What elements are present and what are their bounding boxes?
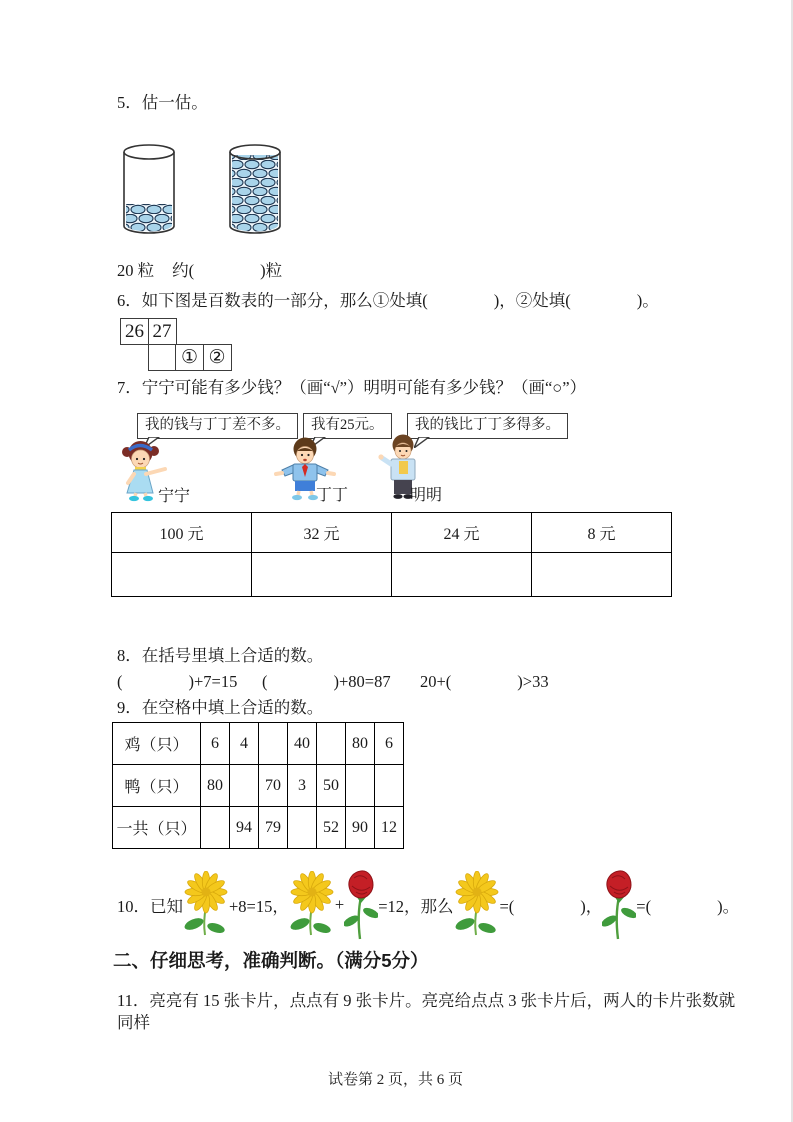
bubble-text: 我有25元。 [311, 417, 384, 433]
q10-text: + [334, 895, 345, 914]
q8-equation-1: ( )+7=15 [117, 672, 238, 691]
cell [317, 723, 346, 765]
cell [288, 807, 317, 849]
money-header: 32 元 [252, 513, 392, 553]
grid-cell-circ1: ① [175, 344, 204, 371]
money-options-table [111, 512, 672, 597]
kid-name-mingming: 明明 [410, 487, 443, 504]
bead-jars-graphic [122, 142, 284, 242]
chrysanthemum-icon [454, 871, 500, 939]
bubble-text: 我的钱与丁丁差不多。 [145, 417, 290, 433]
cell [201, 807, 230, 849]
hundred-chart-fragment [120, 318, 270, 374]
money-header: 8 元 [532, 513, 672, 553]
jar-left [124, 145, 174, 233]
cell: 79 [259, 807, 288, 849]
q8-equation-2: ( )+80=87 [262, 672, 391, 691]
kid-name-dingding: 丁丁 [316, 487, 349, 504]
cell: 40 [288, 723, 317, 765]
answer-cell [392, 553, 532, 597]
q10-text: +8=15， [229, 897, 289, 916]
cell: 52 [317, 807, 346, 849]
rose-icon [602, 869, 636, 941]
q8-equation-3: 20+( )>33 [420, 672, 549, 691]
cell [375, 765, 404, 807]
grid-cell-blank [148, 344, 177, 371]
chrysanthemum-icon [289, 871, 335, 939]
jar-right [230, 145, 280, 233]
q7-label: 7．宁宁可能有多少钱？（画“√”）明明可能有多少钱？（画“○”） [117, 378, 587, 397]
money-header: 24 元 [392, 513, 532, 553]
cell: 50 [317, 765, 346, 807]
q5-caption [117, 257, 282, 281]
cell: 94 [230, 807, 259, 849]
table-row [113, 765, 404, 807]
cell: 6 [201, 723, 230, 765]
row-label: 鸡（只） [113, 723, 201, 765]
q5-approx-blank: 约( )粒 [172, 261, 283, 280]
cell: 12 [375, 807, 404, 849]
cell: 70 [259, 765, 288, 807]
cell [259, 723, 288, 765]
chrysanthemum-icon [183, 871, 229, 939]
q10-text: =( )。 [636, 897, 740, 916]
rose-icon [344, 869, 378, 941]
money-header: 100 元 [112, 513, 252, 553]
kid-name-ningning: 宁宁 [158, 488, 191, 505]
q6-label: 6．如下图是百数表的一部分，那么①处填( )，②处填( )。 [117, 291, 659, 310]
cell: 80 [201, 765, 230, 807]
q9-label: 9．在空格中填上合适的数。 [117, 698, 324, 717]
cell: 80 [346, 723, 375, 765]
q11-label: 11．亮亮有 15 张卡片，点点有 9 张卡片。亮亮给点点 3 张卡片后，两人的卡片张数就同样 [117, 991, 736, 1033]
section-2-heading: 二、仔细思考，准确判断。（满分5分） [113, 950, 429, 971]
q10-prefix: 10．已知 [117, 897, 183, 916]
bubble-text: 我的钱比丁丁多得多。 [415, 417, 560, 433]
q8-label: 8．在括号里填上合适的数。 [117, 646, 324, 665]
grid-cell-27: 27 [148, 318, 177, 345]
cell [346, 765, 375, 807]
cell: 3 [288, 765, 317, 807]
table-row [113, 807, 404, 849]
q10-flower-equation [117, 868, 739, 942]
row-label: 一共（只） [113, 807, 201, 849]
grid-cell-circ2: ② [203, 344, 232, 371]
answer-cell [112, 553, 252, 597]
answer-cell [532, 553, 672, 597]
table-row [113, 723, 404, 765]
answer-cell [252, 553, 392, 597]
cell: 4 [230, 723, 259, 765]
cell: 90 [346, 807, 375, 849]
cell [230, 765, 259, 807]
row-label: 鸭（只） [113, 765, 201, 807]
q5-count-label: 20 粒 [117, 261, 155, 280]
q10-text: =( )， [499, 897, 603, 916]
q10-text: =12，那么 [378, 897, 454, 916]
grid-cell-26: 26 [120, 318, 149, 345]
chicken-duck-table [112, 722, 404, 849]
q5-label: 5．估一估。 [117, 93, 208, 112]
cell: 6 [375, 723, 404, 765]
page-footer: 试卷第 2 页，共 6 页 [327, 1072, 463, 1088]
speech-bubble-ningning [137, 413, 298, 439]
